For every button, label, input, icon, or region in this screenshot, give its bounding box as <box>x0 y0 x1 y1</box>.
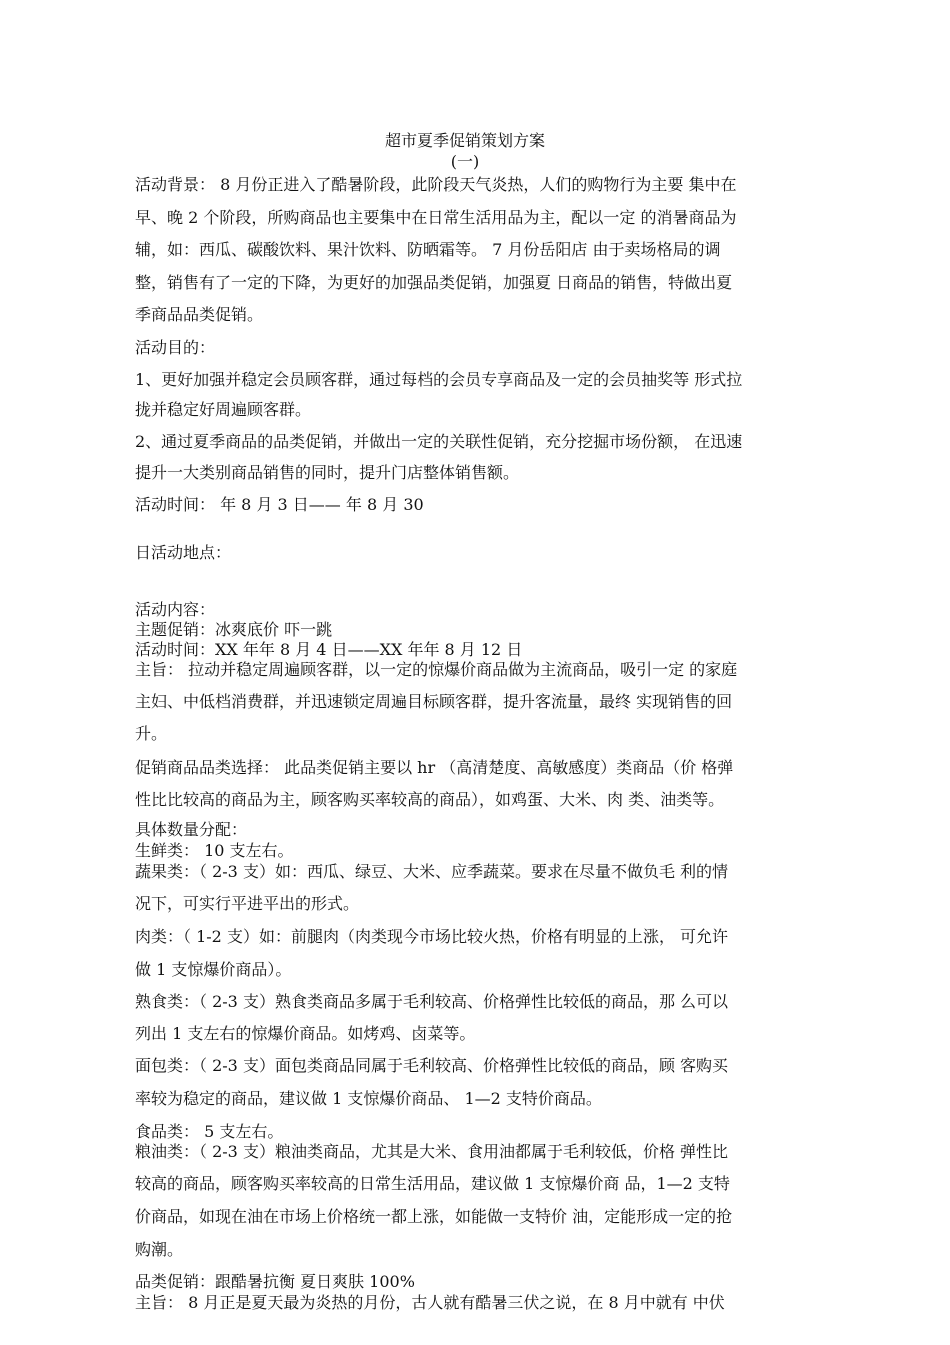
section-heading: 具体数量分配： <box>135 820 248 839</box>
section-heading: 活动目的： <box>135 338 216 357</box>
paragraph-line: 整，销售有了一定的下降，为更好的加强品类促销，加强夏 日商品的销售，特做出夏 <box>135 273 733 292</box>
document-subtitle: (一) <box>450 152 480 171</box>
paragraph-line: 活动时间： 年 8 月 3 日—— 年 8 月 30 <box>135 495 424 514</box>
paragraph-line: 日活动地点： <box>135 543 232 562</box>
paragraph-line: 列出 1 支左右的惊爆价商品。如烤鸡、卤菜等。 <box>135 1024 476 1043</box>
paragraph-line: 主旨： 拉动并稳定周遍顾客群，以一定的惊爆价商品做为主流商品，吸引一定 的家庭 <box>135 660 738 679</box>
paragraph-line: 早、晚 2 个阶段，所购商品也主要集中在日常生活用品为主，配以一定 的消暑商品为 <box>135 208 737 227</box>
paragraph-line: 提升一大类别商品销售的同时，提升门店整体销售额。 <box>135 463 520 482</box>
paragraph-line: 活动时间：XX 年年 8 月 4 日——XX 年年 8 月 12 日 <box>135 640 523 659</box>
paragraph-line: 购潮。 <box>135 1240 184 1259</box>
section-heading: 活动内容： <box>135 600 216 619</box>
paragraph-line: 做 1 支惊爆价商品）。 <box>135 960 292 979</box>
paragraph-line: 蔬果类：（ 2-3 支）如：西瓜、绿豆、大米、应季蔬菜。要求在尽量不做负毛 利的情 <box>135 862 729 881</box>
paragraph-line: 辅，如：西瓜、碳酸饮料、果汁饮料、防晒霜等。 7 月份岳阳店 由于卖场格局的调 <box>135 240 721 259</box>
paragraph-line: 较高的商品，顾客购买率较高的日常生活用品，建议做 1 支惊爆价商 品，1—2 支特 <box>135 1174 730 1193</box>
paragraph-line: 主旨： 8 月正是夏天最为炎热的月份，古人就有酷暑三伏之说，在 8 月中就有 中伏 <box>135 1293 725 1312</box>
paragraph-line: 价商品，如现在油在市场上价格统一都上涨，如能做一支特价 油，定能形成一定的抢 <box>135 1207 733 1226</box>
document-title: 超市夏季促销策划方案 <box>384 131 545 150</box>
paragraph-line: 主妇、中低档消费群，并迅速锁定周遍目标顾客群，提升客流量，最终 实现销售的回 <box>135 692 733 711</box>
paragraph-line: 粮油类：（ 2-3 支）粮油类商品，尤其是大米、食用油都属于毛利较低，价格 弹性比 <box>135 1142 729 1161</box>
paragraph-line: 况下，可实行平进平出的形式。 <box>135 894 360 913</box>
paragraph-line: 面包类：（ 2-3 支）面包类商品同属于毛利较高、价格弹性比较低的商品，顾 客购买 <box>135 1056 729 1075</box>
paragraph-line: 性比比较高的商品为主，顾客购买率较高的商品），如鸡蛋、大米、肉 类、油类等。 <box>135 790 725 809</box>
paragraph-line: 率较为稳定的商品，建议做 1 支惊爆价商品、 1—2 支特价商品。 <box>135 1089 602 1108</box>
paragraph-line: 拢并稳定好周遍顾客群。 <box>135 400 312 419</box>
paragraph-line: 2、通过夏季商品的品类促销，并做出一定的关联性促销，充分挖掘市场份额， 在迅速 <box>135 432 743 451</box>
paragraph-line: 品类促销：跟酷暑抗衡 夏日爽肤 100% <box>135 1272 415 1291</box>
paragraph-line: 食品类： 5 支左右。 <box>135 1122 284 1141</box>
paragraph-line: 1、更好加强并稳定会员顾客群，通过每档的会员专享商品及一定的会员抽奖等 形式拉 <box>135 370 743 389</box>
paragraph-line: 生鲜类： 10 支左右。 <box>135 841 294 860</box>
paragraph-line: 主题促销：冰爽底价 吓一跳 <box>135 620 333 639</box>
paragraph-line: 活动背景： 8 月份正进入了酷暑阶段，此阶段天气炎热，人们的购物行为主要 集中在 <box>135 175 737 194</box>
paragraph-line: 升。 <box>135 724 168 743</box>
paragraph-line: 熟食类：（ 2-3 支）熟食类商品多属于毛利较高、价格弹性比较低的商品，那 么可以 <box>135 992 729 1011</box>
paragraph-line: 季商品品类促销。 <box>135 305 264 324</box>
paragraph-line: 促销商品品类选择： 此品类促销主要以 hr （高清楚度、高敏感度）类商品（价 格弹 <box>135 758 734 777</box>
paragraph-line: 肉类：（ 1-2 支）如：前腿肉（肉类现今市场比较火热，价格有明显的上涨， 可允许 <box>135 927 729 946</box>
